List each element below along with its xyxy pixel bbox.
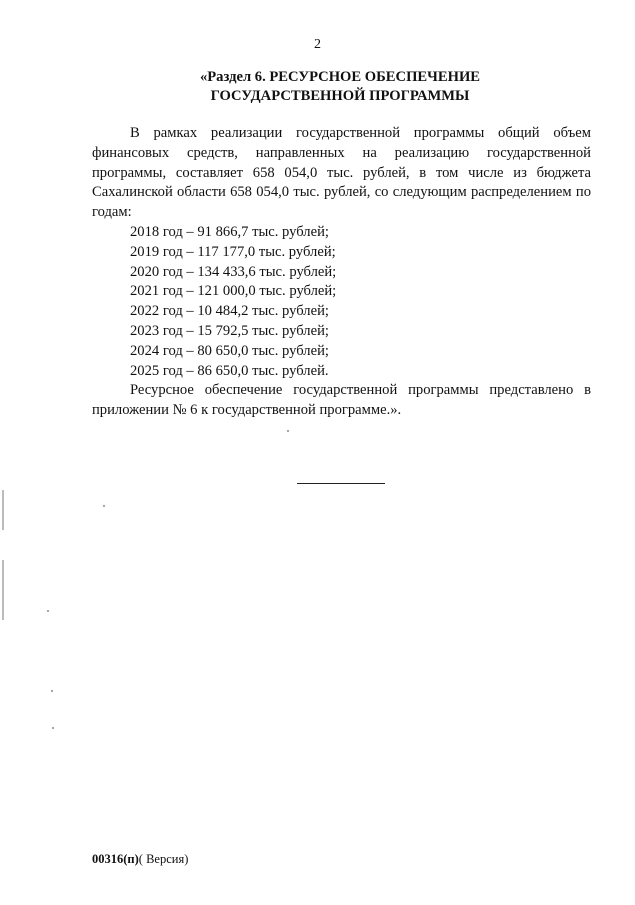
section-heading-line-1: «Раздел 6. РЕСУРСНОЕ ОБЕСПЕЧЕНИЕ (199, 69, 481, 85)
scan-speck (47, 610, 49, 612)
funding-year-item: 2019 год – 117 177,0 тыс. рублей; (130, 243, 336, 260)
scan-speck (103, 505, 105, 507)
document-body (92, 124, 591, 421)
funding-year-item: 2020 год – 134 433,6 тыс. рублей; (130, 263, 337, 280)
section-heading-line-2: ГОСУДАРСТВЕННОЙ ПРОГРАММЫ (210, 88, 470, 104)
funding-year-item: 2023 год – 15 792,5 тыс. рублей; (130, 322, 329, 339)
funding-year-item: 2022 год – 10 484,2 тыс. рублей; (130, 303, 329, 320)
document-version: ( Версия) (138, 852, 189, 866)
funding-year-item: 2018 год – 91 866,7 тыс. рублей; (130, 223, 329, 240)
end-divider-line (297, 483, 385, 484)
scan-edge-mark (2, 490, 4, 530)
document-footer (92, 852, 188, 867)
funding-year-item: 2024 год – 80 650,0 тыс. рублей; (130, 342, 329, 359)
funding-year-item: 2021 год – 121 000,0 тыс. рублей; (130, 283, 337, 300)
closing-paragraph: Ресурсное обеспечение государственной программы представлено в приложении № 6 к государственной программе.». (92, 382, 591, 419)
scan-speck (52, 727, 54, 729)
scan-speck (51, 690, 53, 692)
intro-paragraph: В рамках реализации государственной программы общий объем финансовых средств, направленных на реализацию государственной программы, составляет 658 054,0 тыс. рублей, в том числе из бюджета Сахалинской области 658 054,0 тыс. рублей, со следующим распределением по годам: (92, 125, 591, 221)
section-heading (90, 68, 590, 106)
scan-speck (287, 430, 289, 432)
scan-edge-mark (2, 560, 4, 620)
document-code: 00316(п) (92, 852, 139, 866)
funding-year-item: 2025 год – 86 650,0 тыс. рублей. (130, 362, 329, 379)
page-number: 2 (314, 37, 321, 52)
funding-by-year-list (92, 223, 591, 381)
